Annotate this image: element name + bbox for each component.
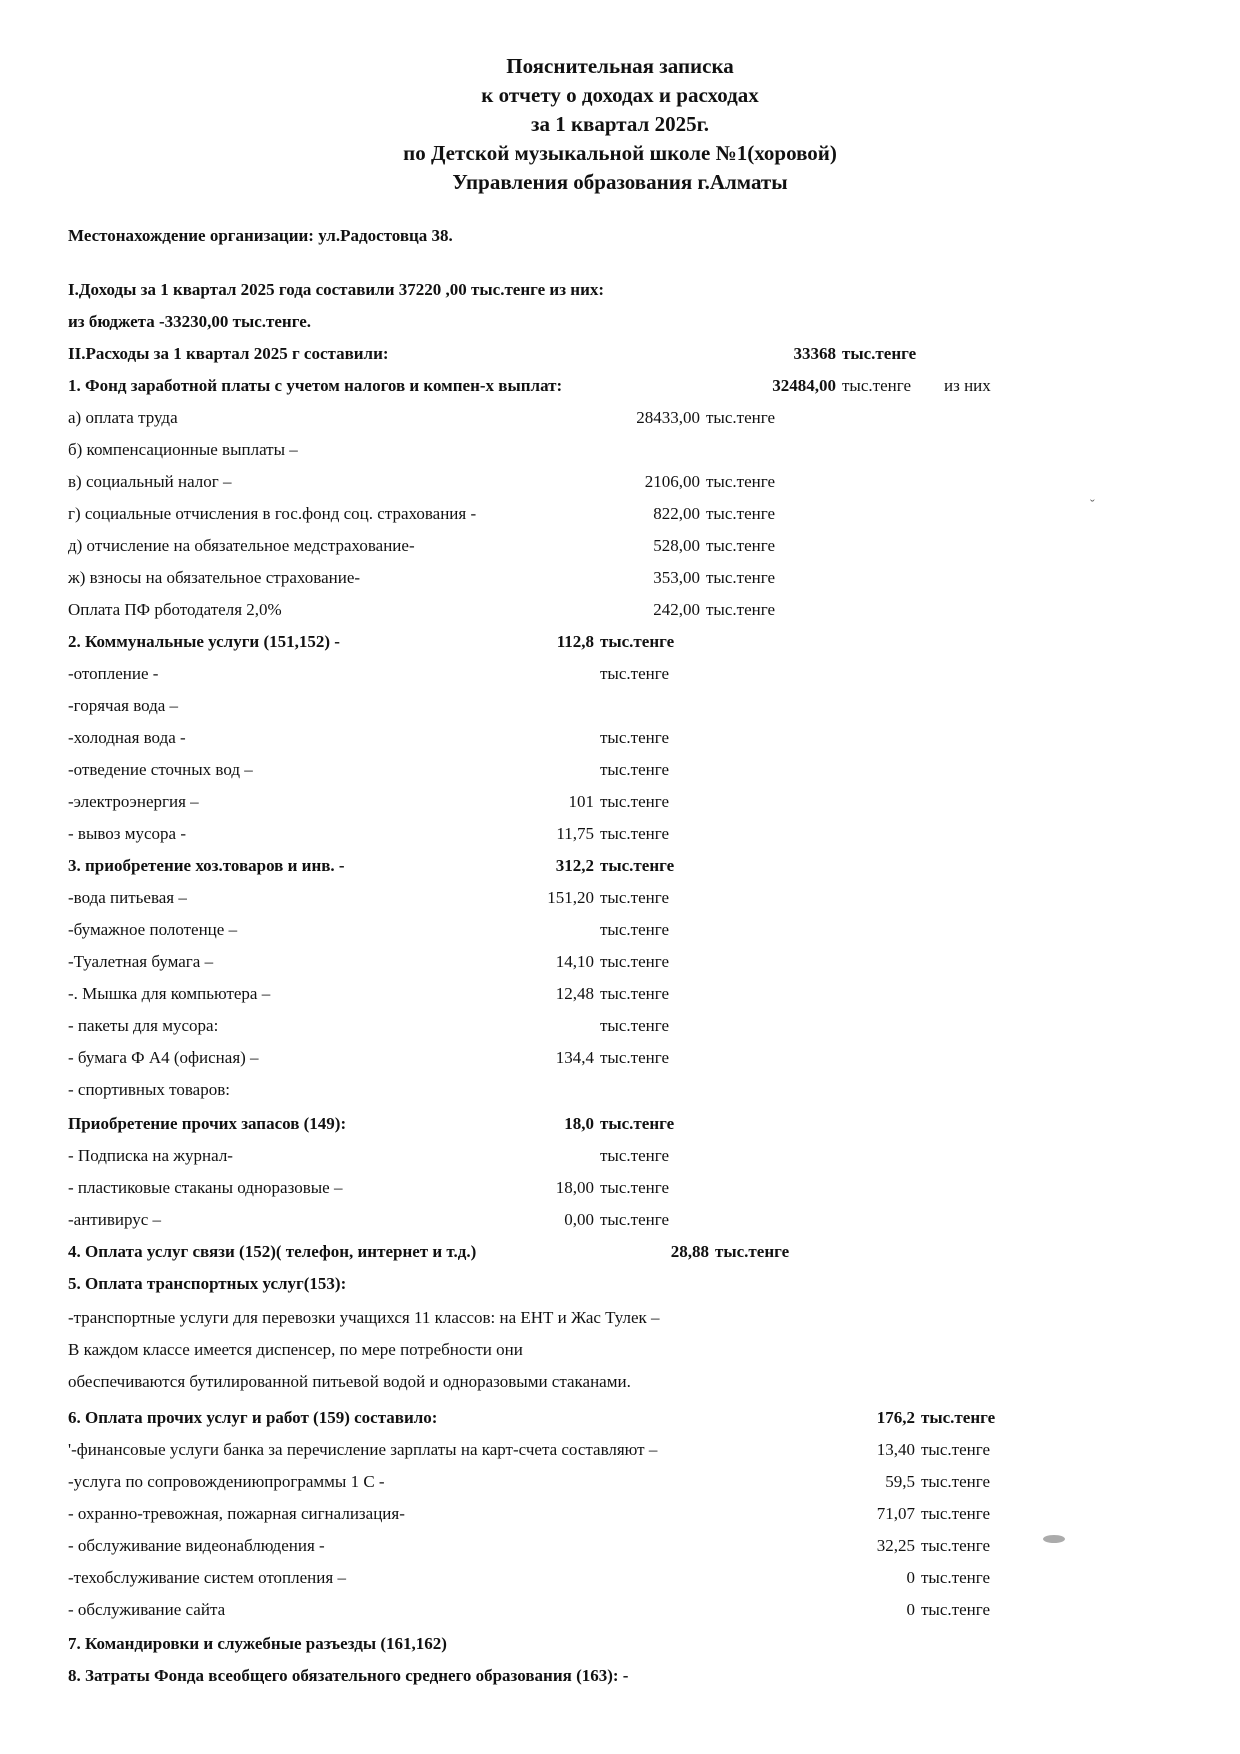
expense-amount: 176,2 [876, 1408, 915, 1427]
currency-unit: тыс.тенге [706, 472, 776, 491]
expense-row [0, 824, 1240, 856]
expense-label: 7. Командировки и служебные разъезды (161,162) [68, 1634, 447, 1653]
expense-row [0, 408, 1240, 440]
expense-label: 6. Оплата прочих услуг и работ (159) составило: [68, 1408, 438, 1427]
budget-line: из бюджета -33230,00 тыс.тенге. [68, 312, 312, 331]
currency-unit: тыс.тенге [921, 1472, 991, 1491]
currency-unit: тыс.тенге [600, 1146, 670, 1165]
currency-unit: тыс.тенге [921, 1536, 991, 1555]
expense-amount: 14,10 [555, 952, 594, 971]
expense-amount: 101 [568, 792, 594, 811]
expense-label: д) отчисление на обязательное медстрахование- [68, 536, 415, 555]
expense-amount: 28,88 [670, 1242, 709, 1261]
currency-unit: тыс.тенге [842, 344, 917, 363]
expense-row [0, 856, 1240, 888]
currency-unit: тыс.тенге [706, 504, 776, 523]
expense-row [0, 888, 1240, 920]
expense-label: ж) взносы на обязательное страхование- [68, 568, 361, 587]
title-line: Пояснительная записка [506, 54, 734, 78]
expense-amount: 312,2 [555, 856, 594, 875]
expense-label: - бумага Ф А4 (офисная) – [68, 1048, 259, 1067]
expense-amount: 32484,00 [772, 376, 836, 395]
expense-label: в) социальный налог – [68, 472, 232, 491]
expense-amount: 18,00 [555, 1178, 594, 1197]
expense-amount: 528,00 [653, 536, 700, 555]
title-line: Управления образования г.Алматы [452, 170, 788, 194]
expense-label: - вывоз мусора - [68, 824, 186, 843]
expense-row [0, 472, 1240, 504]
expense-label: - охранно-тревожная, пожарная сигнализация- [68, 1504, 405, 1523]
currency-unit: тыс.тенге [921, 1568, 991, 1587]
expense-amount: 11,75 [556, 824, 594, 843]
income-line: I.Доходы за 1 квартал 2025 года составили 37220 ,00 тыс.тенге из них: [68, 280, 605, 299]
currency-unit: тыс.тенге [921, 1440, 991, 1459]
expense-row [0, 920, 1240, 952]
expense-label: В каждом классе имеется диспенсер, по мере потребности они [68, 1340, 523, 1359]
expense-row [0, 664, 1240, 696]
currency-unit: тыс.тенге [921, 1504, 991, 1523]
expense-row [0, 1016, 1240, 1048]
expense-row [0, 440, 1240, 472]
expense-label: г) социальные отчисления в гос.фонд соц. страхования - [68, 504, 477, 523]
currency-unit: тыс.тенге [600, 856, 675, 875]
scan-speck [1042, 1534, 1066, 1544]
currency-unit: тыс.тенге [706, 408, 776, 427]
expense-label: - пакеты для мусора: [68, 1016, 219, 1035]
expense-label: -техобслуживание систем отопления – [68, 1568, 346, 1587]
expense-row [0, 1372, 1240, 1404]
expense-label: -антивирус – [68, 1210, 162, 1229]
expense-row [0, 344, 1240, 376]
expense-label: -горячая вода – [68, 696, 179, 715]
expense-row [0, 1242, 1240, 1274]
expense-label: -холодная вода - [68, 728, 186, 747]
currency-unit: тыс.тенге [600, 824, 670, 843]
expense-row [0, 696, 1240, 728]
expense-amount: 13,40 [876, 1440, 915, 1459]
expense-label: '-финансовые услуги банка за перечисление зарплаты на карт-счета составляют – [68, 1440, 658, 1459]
expense-amount: 134,4 [555, 1048, 594, 1067]
currency-unit: тыс.тенге [600, 1178, 670, 1197]
expense-label: -транспортные услуги для перевозки учащихся 11 классов: на ЕНТ и Жас Тулек – [68, 1308, 660, 1327]
currency-unit: тыс.тенге [600, 888, 670, 907]
expense-row [0, 984, 1240, 1016]
expense-label: -электроэнергия – [68, 792, 199, 811]
expense-amount: 242,00 [653, 600, 700, 619]
expense-row [0, 952, 1240, 984]
expense-label: - Подписка на журнал- [68, 1146, 233, 1165]
expense-row [0, 792, 1240, 824]
currency-unit: тыс.тенге [600, 792, 670, 811]
expense-amount: 0 [906, 1568, 915, 1587]
expense-row [0, 1308, 1240, 1340]
expense-label: б) компенсационные выплаты – [68, 440, 298, 459]
expense-row [0, 1568, 1240, 1600]
expense-row [0, 1440, 1240, 1472]
expense-amount: 18,0 [564, 1114, 594, 1133]
expense-label: II.Расходы за 1 квартал 2025 г составили: [68, 344, 389, 363]
currency-unit: тыс.тенге [921, 1600, 991, 1619]
expense-row [0, 1666, 1240, 1698]
expense-label: - спортивных товаров: [68, 1080, 230, 1099]
expense-label: 2. Коммунальные услуги (151,152) - [68, 632, 340, 651]
expense-amount: 822,00 [653, 504, 700, 523]
expense-row [0, 504, 1240, 536]
expense-label: - обслуживание сайта [68, 1600, 226, 1619]
expense-amount: 71,07 [876, 1504, 915, 1523]
expense-amount: 0 [906, 1600, 915, 1619]
expense-row [0, 1274, 1240, 1306]
expense-label: 8. Затраты Фонда всеобщего обязательного среднего образования (163): - [68, 1666, 629, 1685]
currency-unit: тыс.тенге [715, 1242, 790, 1261]
currency-unit: тыс.тенге [706, 568, 776, 587]
currency-unit: тыс.тенге [600, 728, 670, 747]
currency-unit: тыс.тенге [600, 1016, 670, 1035]
organization-location: Местонахождение организации: ул.Радостовца 38. [68, 226, 453, 245]
expense-label: - обслуживание видеонаблюдения - [68, 1536, 325, 1555]
expense-label: -отопление - [68, 664, 159, 683]
expense-label: -Туалетная бумага – [68, 952, 214, 971]
expense-amount: 28433,00 [636, 408, 700, 427]
expense-label: Оплата ПФ рботодателя 2,0% [68, 600, 282, 619]
expense-row [0, 1146, 1240, 1178]
expense-row [0, 1178, 1240, 1210]
title-line: по Детской музыкальной школе №1(хоровой) [403, 141, 837, 165]
expense-amount: 33368 [793, 344, 836, 363]
expense-row [0, 632, 1240, 664]
currency-unit: тыс.тенге [706, 600, 776, 619]
expense-row [0, 536, 1240, 568]
currency-unit: тыс.тенге [600, 1114, 675, 1133]
expense-label: -отведение сточных вод – [68, 760, 253, 779]
expense-row [0, 1472, 1240, 1504]
expense-label: -бумажное полотенце – [68, 920, 238, 939]
expense-row [0, 1114, 1240, 1146]
currency-unit: тыс.тенге [600, 1210, 670, 1229]
expense-row [0, 1408, 1240, 1440]
expense-row [0, 1048, 1240, 1080]
currency-unit: тыс.тенге [600, 920, 670, 939]
expense-amount: 112,8 [556, 632, 594, 651]
expense-label: а) оплата труда [68, 408, 178, 427]
expense-label: 5. Оплата транспортных услуг(153): [68, 1274, 347, 1293]
expense-row [0, 760, 1240, 792]
expense-label: -вода питьевая – [68, 888, 187, 907]
expense-amount: 151,20 [547, 888, 594, 907]
expense-label: 1. Фонд заработной платы с учетом налогов и компен-х выплат: [68, 376, 563, 395]
currency-unit: тыс.тенге [706, 536, 776, 555]
expense-label: обеспечиваются бутилированной питьевой водой и одноразовыми стаканами. [68, 1372, 631, 1391]
expense-row [0, 1210, 1240, 1242]
currency-unit: тыс.тенге [600, 760, 670, 779]
expense-amount: 12,48 [555, 984, 594, 1003]
currency-unit: тыс.тенге [600, 984, 670, 1003]
row-suffix: из них [944, 376, 991, 395]
expense-row [0, 1340, 1240, 1372]
expense-label: - пластиковые стаканы одноразовые – [68, 1178, 343, 1197]
expense-row [0, 376, 1240, 408]
expense-row [0, 600, 1240, 632]
currency-unit: тыс.тенге [600, 664, 670, 683]
expense-amount: 32,25 [876, 1536, 915, 1555]
currency-unit: тыс.тенге [600, 1048, 670, 1067]
expense-row [0, 728, 1240, 760]
title-line: к отчету о доходах и расходах [481, 83, 759, 107]
expense-row [0, 1600, 1240, 1632]
expense-row [0, 1080, 1240, 1112]
expense-amount: 0,00 [564, 1210, 594, 1229]
expense-row [0, 568, 1240, 600]
currency-unit: тыс.тенге [600, 632, 675, 651]
expense-row [0, 1634, 1240, 1666]
expense-label: -услуга по сопровождениюпрограммы 1 С - [68, 1472, 385, 1491]
expense-amount: 2106,00 [644, 472, 700, 491]
expense-amount: 59,5 [885, 1472, 915, 1491]
document-title [0, 52, 1240, 197]
expense-label: 4. Оплата услуг связи (152)( телефон, интернет и т.д.) [68, 1242, 477, 1261]
expense-label: 3. приобретение хоз.товаров и инв. - [68, 856, 345, 875]
currency-unit: тыс.тенге [921, 1408, 996, 1427]
scan-mark: ˇ [1090, 498, 1095, 513]
currency-unit: тыс.тенге [600, 952, 670, 971]
expense-label: Приобретение прочих запасов (149): [68, 1114, 347, 1133]
expense-label: -. Мышка для компьютера – [68, 984, 271, 1003]
title-line: за 1 квартал 2025г. [531, 112, 709, 136]
expense-amount: 353,00 [653, 568, 700, 587]
expense-row [0, 1504, 1240, 1536]
currency-unit: тыс.тенге [842, 376, 912, 395]
